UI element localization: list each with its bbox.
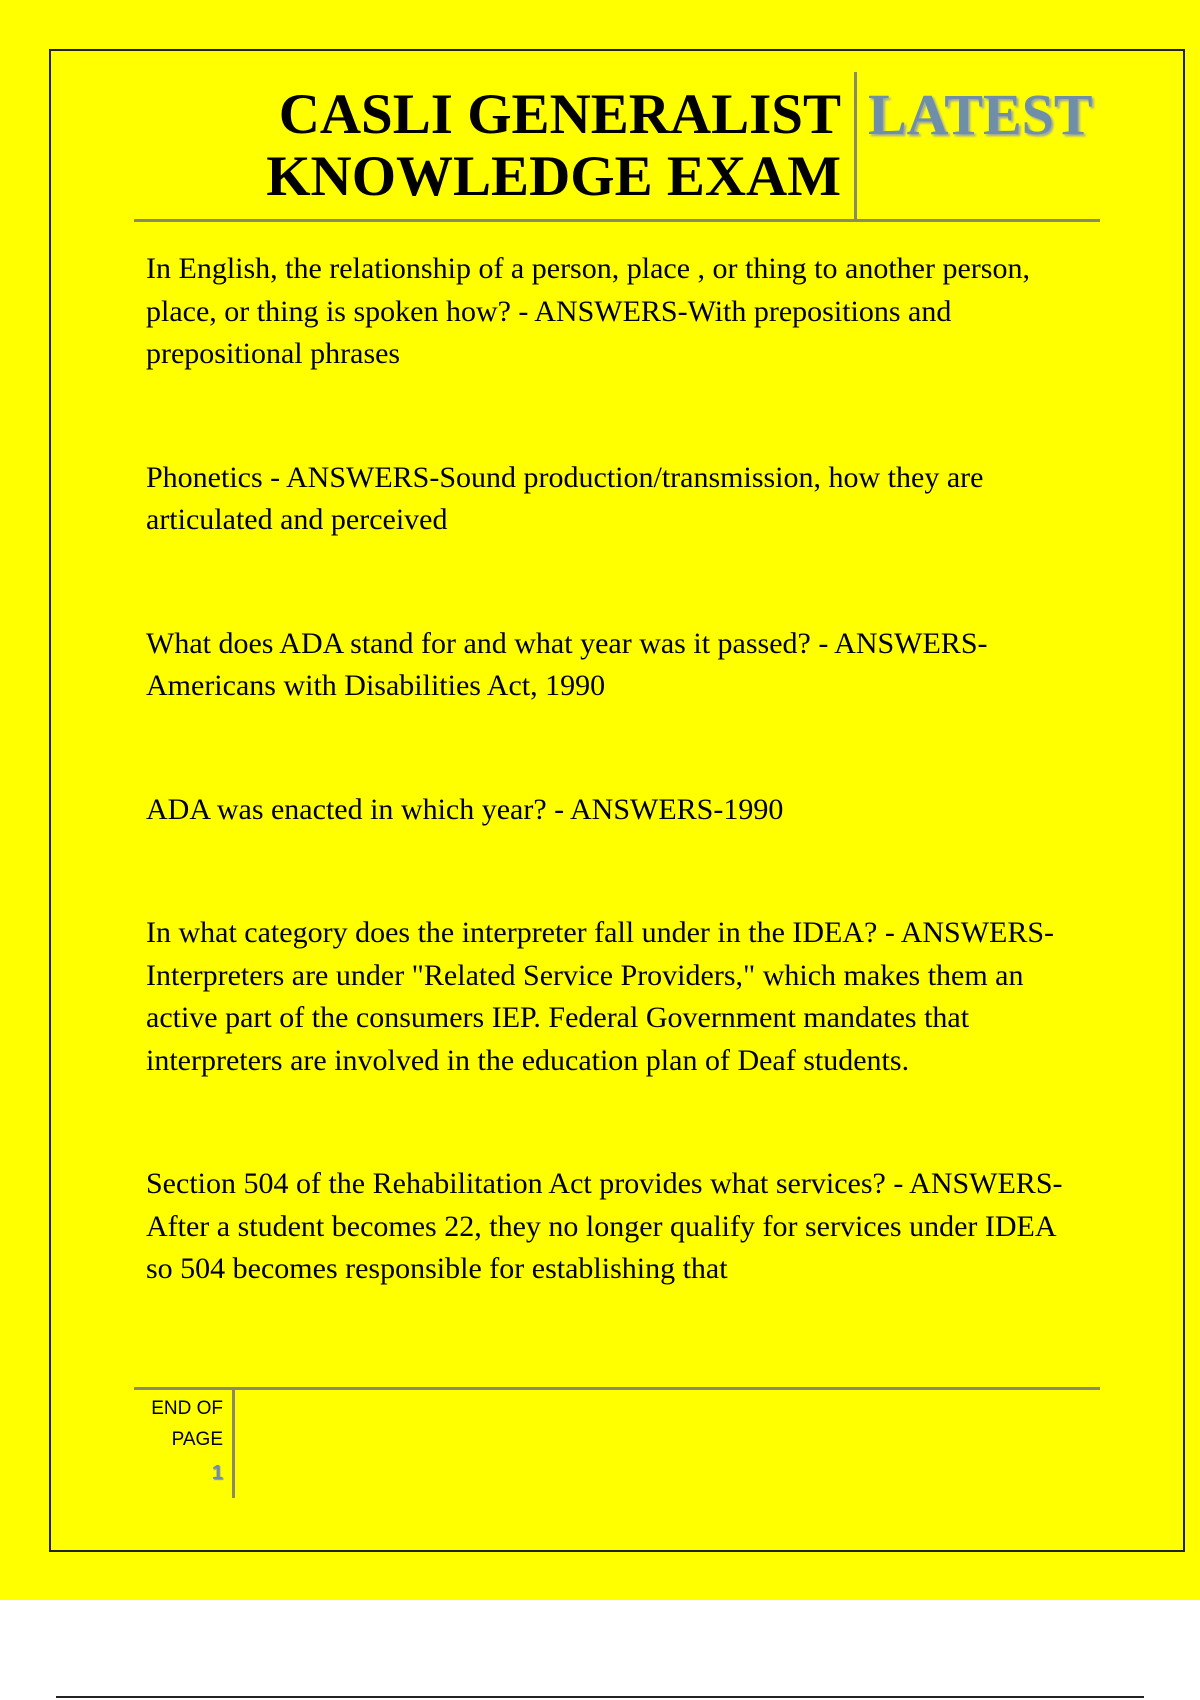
- title-line-2: KNOWLEDGE EXAM: [266, 145, 841, 208]
- latest-badge: LATEST: [868, 82, 1093, 147]
- header-divider: [854, 72, 857, 220]
- qa-entry: In what category does the interpreter fall under in the IDEA? - ANSWERS-Interpreters are under "Related Service Providers," which makes them an active part of the consumers IEP. Federal Government mandates that interpreters are involved in the education plan of Deaf students.: [146, 916, 1055, 1077]
- qa-entry: ADA was enacted in which year? - ANSWERS-1990: [146, 792, 784, 826]
- header: [134, 70, 1100, 222]
- qa-entry: What does ADA stand for and what year was it passed? - ANSWERS-Americans with Disabilities Act, 1990: [146, 626, 988, 702]
- qa-list: [146, 248, 1066, 1372]
- qa-entry: Section 504 of the Rehabilitation Act provides what services? - ANSWERS-After a student becomes 22, they no longer qualify for services under IDEA so 504 becomes responsible for establishing that: [146, 1167, 1063, 1285]
- footer-rule: [134, 1387, 1100, 1390]
- page-title: [266, 84, 841, 208]
- qa-entry: Phonetics - ANSWERS-Sound production/transmission, how they are articulated and perceived: [146, 460, 984, 536]
- footer-label-line-2: PAGE: [171, 1429, 223, 1450]
- title-line-1: CASLI GENERALIST: [278, 83, 841, 146]
- header-rule: [134, 219, 1100, 222]
- end-of-page-label: [151, 1393, 223, 1455]
- page-number: 1: [211, 1462, 223, 1484]
- qa-entry: In English, the relationship of a person, place , or thing to another person, place, or thing is spoken how? - ANSWERS-With prepositions and prepositional phrases: [146, 252, 1030, 370]
- footer-label-line-1: END OF: [151, 1398, 223, 1419]
- footer-divider: [232, 1390, 235, 1498]
- bottom-separator: [56, 1696, 1144, 1698]
